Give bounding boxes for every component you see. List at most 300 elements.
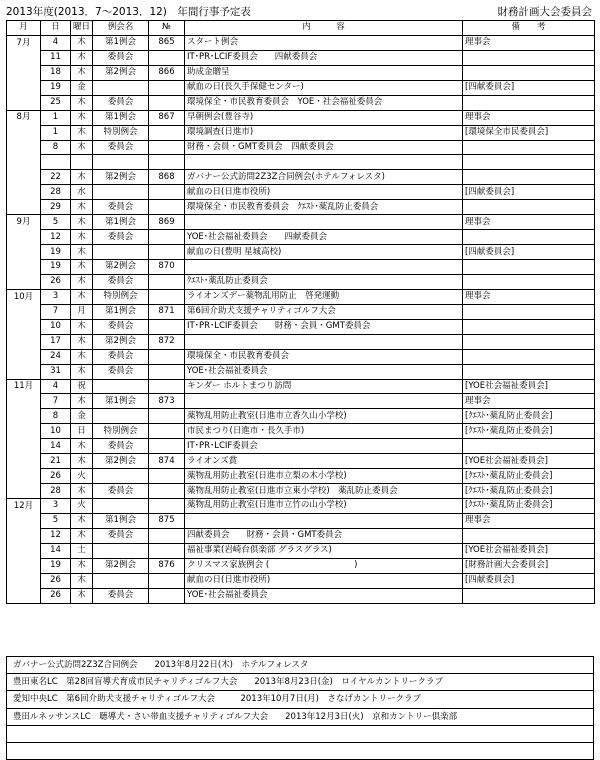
meeting-cell: 特別例会	[93, 125, 149, 140]
month-cell	[7, 65, 41, 80]
day-cell: 17	[41, 334, 71, 349]
meeting-cell: 第1例会	[93, 394, 149, 409]
meeting-cell	[93, 573, 149, 588]
remarks-cell	[463, 334, 595, 349]
content-cell	[185, 334, 463, 349]
day-cell: 4	[41, 35, 71, 50]
table-row	[7, 334, 595, 349]
month-cell	[7, 155, 41, 170]
remarks-cell: [四献委員会]	[463, 185, 595, 200]
meeting-cell	[93, 469, 149, 484]
weekday-cell: 金	[71, 409, 93, 424]
table-row	[7, 439, 595, 454]
content-cell: スタート例会	[185, 35, 463, 50]
content-cell	[185, 260, 463, 275]
table-row	[7, 513, 595, 528]
table-row	[7, 215, 595, 230]
content-cell: 薬物乱用防止教室(日進市立香久山小学校)	[185, 409, 463, 424]
content-cell: 献血の日(豊明 星城高校)	[185, 245, 463, 260]
weekday-cell: 木	[71, 573, 93, 588]
month-cell	[7, 304, 41, 319]
day-cell: 14	[41, 543, 71, 558]
table-row	[7, 543, 595, 558]
day-cell: 5	[41, 215, 71, 230]
month-cell: 7月	[7, 35, 41, 50]
weekday-cell: 祝	[71, 379, 93, 394]
number-cell: 872	[149, 334, 185, 349]
day-cell: 7	[41, 304, 71, 319]
weekday-cell: 木	[71, 588, 93, 603]
day-cell: 28	[41, 484, 71, 499]
content-cell	[185, 394, 463, 409]
number-cell: 866	[149, 65, 185, 80]
meeting-cell: 委員会	[93, 50, 149, 65]
number-cell	[149, 439, 185, 454]
remarks-cell	[463, 230, 595, 245]
remarks-cell	[463, 439, 595, 454]
content-cell: クリスマス家族例会 ( )	[185, 558, 463, 573]
meeting-cell: 委員会	[93, 588, 149, 603]
content-cell: 環境保全・市民教育委員会 YOE・社会福祉委員会	[185, 95, 463, 110]
remarks-cell	[463, 364, 595, 379]
number-cell: 869	[149, 215, 185, 230]
month-cell	[7, 558, 41, 573]
month-cell	[7, 200, 41, 215]
day-cell: 19	[41, 245, 71, 260]
content-cell	[185, 513, 463, 528]
col-header-meeting: 例会名	[93, 21, 149, 36]
weekday-cell: 木	[71, 200, 93, 215]
content-cell: 環境保全・市民教育委員会	[185, 349, 463, 364]
content-cell: IT･PR･LCIF委員会	[185, 439, 463, 454]
month-cell: 12月	[7, 499, 41, 514]
number-cell	[149, 289, 185, 304]
day-cell: 10	[41, 424, 71, 439]
month-cell	[7, 170, 41, 185]
meeting-cell: 第1例会	[93, 304, 149, 319]
remarks-cell: 理事会	[463, 215, 595, 230]
note-line: 愛知中央LC 第6回介助犬支援チャリティゴルフ大会 2013年10月7日(月) さなげカントリークラブ	[7, 691, 593, 708]
table-row	[7, 230, 595, 245]
table-row	[7, 394, 595, 409]
day-cell: 7	[41, 394, 71, 409]
meeting-cell: 委員会	[93, 230, 149, 245]
day-cell: 4	[41, 379, 71, 394]
meeting-cell: 第1例会	[93, 35, 149, 50]
remarks-cell	[463, 95, 595, 110]
month-cell	[7, 543, 41, 558]
month-cell	[7, 125, 41, 140]
month-cell	[7, 484, 41, 499]
content-cell: 四献委員会 財務・会員・GMT委員会	[185, 528, 463, 543]
weekday-cell: 木	[71, 215, 93, 230]
remarks-cell	[463, 260, 595, 275]
weekday-cell: 月	[71, 304, 93, 319]
number-cell: 871	[149, 304, 185, 319]
meeting-cell: 委員会	[93, 364, 149, 379]
day-cell	[41, 155, 71, 170]
weekday-cell: 木	[71, 95, 93, 110]
weekday-cell: 木	[71, 50, 93, 65]
day-cell: 19	[41, 260, 71, 275]
meeting-cell: 委員会	[93, 200, 149, 215]
day-cell: 26	[41, 588, 71, 603]
month-cell: 11月	[7, 379, 41, 394]
weekday-cell: 金	[71, 80, 93, 95]
meeting-cell	[93, 185, 149, 200]
schedule-table	[6, 20, 595, 604]
remarks-cell: [ｸｴｽﾄ･薬乱防止委員会]	[463, 424, 595, 439]
meeting-cell: 第2例会	[93, 260, 149, 275]
table-row	[7, 484, 595, 499]
remarks-cell	[463, 304, 595, 319]
month-cell	[7, 349, 41, 364]
meeting-cell	[93, 245, 149, 260]
number-cell	[149, 80, 185, 95]
remarks-cell: [ｸｴｽﾄ･薬乱防止委員会]	[463, 469, 595, 484]
table-row	[7, 499, 595, 514]
table-row	[7, 304, 595, 319]
table-row	[7, 274, 595, 289]
number-cell	[149, 528, 185, 543]
content-cell: ライオンズデー薬物乱用防止 啓発運動	[185, 289, 463, 304]
content-cell: 薬物乱用防止教室(日進市立東小学校) 薬乱防止委員会	[185, 484, 463, 499]
number-cell: 875	[149, 513, 185, 528]
number-cell: 873	[149, 394, 185, 409]
day-cell: 28	[41, 185, 71, 200]
number-cell	[149, 543, 185, 558]
content-cell: IT･PR･LCIF委員会 財務・会員・GMT委員会	[185, 319, 463, 334]
number-cell	[149, 484, 185, 499]
remarks-cell: [YOE社会福祉委員会]	[463, 543, 595, 558]
meeting-cell: 委員会	[93, 140, 149, 155]
table-row	[7, 469, 595, 484]
month-cell	[7, 80, 41, 95]
content-cell: 財務・会員・GMT委員会 四献委員会	[185, 140, 463, 155]
table-row	[7, 80, 595, 95]
table-row	[7, 170, 595, 185]
meeting-cell	[93, 499, 149, 514]
day-cell: 26	[41, 573, 71, 588]
meeting-cell: 第2例会	[93, 65, 149, 80]
weekday-cell: 水	[71, 185, 93, 200]
month-cell	[7, 230, 41, 245]
meeting-cell: 第2例会	[93, 454, 149, 469]
note-line	[7, 743, 593, 759]
day-cell: 31	[41, 364, 71, 379]
content-cell: ライオンズ賞	[185, 454, 463, 469]
table-row	[7, 454, 595, 469]
weekday-cell: 木	[71, 35, 93, 50]
weekday-cell: 木	[71, 289, 93, 304]
month-cell	[7, 140, 41, 155]
number-cell	[149, 379, 185, 394]
weekday-cell: 木	[71, 230, 93, 245]
day-cell: 12	[41, 528, 71, 543]
number-cell	[149, 319, 185, 334]
meeting-cell: 委員会	[93, 319, 149, 334]
remarks-cell	[463, 155, 595, 170]
meeting-cell: 第1例会	[93, 110, 149, 125]
number-cell	[149, 409, 185, 424]
table-row	[7, 95, 595, 110]
content-cell: 献血の日(日進市役所)	[185, 573, 463, 588]
table-row	[7, 379, 595, 394]
number-cell	[149, 230, 185, 245]
remarks-cell: 理事会	[463, 110, 595, 125]
meeting-cell: 特別例会	[93, 289, 149, 304]
content-cell	[185, 215, 463, 230]
meeting-cell: 委員会	[93, 95, 149, 110]
table-row	[7, 245, 595, 260]
day-cell: 24	[41, 349, 71, 364]
remarks-cell: [環境保全市民委員会]	[463, 125, 595, 140]
remarks-cell: [四献委員会]	[463, 80, 595, 95]
note-line	[7, 726, 593, 743]
month-cell	[7, 424, 41, 439]
meeting-cell: 第1例会	[93, 215, 149, 230]
table-row	[7, 35, 595, 50]
content-cell: 薬物乱用防止教室(日進市立梨の木小学校)	[185, 469, 463, 484]
remarks-cell: [ｸｴｽﾄ･薬乱防止委員会]	[463, 499, 595, 514]
content-cell: 助成金贈呈	[185, 65, 463, 80]
weekday-cell: 木	[71, 125, 93, 140]
meeting-cell: 第2例会	[93, 558, 149, 573]
remarks-cell	[463, 274, 595, 289]
table-row	[7, 65, 595, 80]
content-cell: 市民まつり(日進市・長久手市)	[185, 424, 463, 439]
month-cell	[7, 95, 41, 110]
number-cell	[149, 573, 185, 588]
day-cell: 26	[41, 469, 71, 484]
number-cell	[149, 140, 185, 155]
weekday-cell: 木	[71, 170, 93, 185]
remarks-cell: 理事会	[463, 394, 595, 409]
month-cell	[7, 528, 41, 543]
month-cell	[7, 245, 41, 260]
weekday-cell: 木	[71, 454, 93, 469]
remarks-cell	[463, 349, 595, 364]
content-cell: ガバナー公式訪問2Z3Z合同例会(ホテルフォレスタ)	[185, 170, 463, 185]
remarks-cell	[463, 200, 595, 215]
page-title: 2013年度(2013．7～2013．12) 年間行事予定表	[6, 6, 251, 18]
month-cell	[7, 469, 41, 484]
meeting-cell: 第2例会	[93, 170, 149, 185]
month-cell	[7, 409, 41, 424]
month-cell	[7, 364, 41, 379]
remarks-cell	[463, 170, 595, 185]
note-line: 豊田ルネッサンスLC 聴導犬・さい帯血支援チャリティゴルフ大会 2013年12月3日(火) 京和カントリー倶楽部	[7, 709, 593, 726]
weekday-cell: 木	[71, 274, 93, 289]
number-cell: 865	[149, 35, 185, 50]
note-line: 豊田東名LC 第28回盲導犬育成市民チャリティゴルフ大会 2013年8月23日(金) ロイヤルカントリークラブ	[7, 674, 593, 691]
content-cell: 福祉事業(岩崎台倶楽部 グラスグラス)	[185, 543, 463, 558]
table-row	[7, 319, 595, 334]
day-cell: 25	[41, 95, 71, 110]
number-cell	[149, 125, 185, 140]
month-cell	[7, 50, 41, 65]
page-header	[6, 4, 594, 18]
weekday-cell: 木	[71, 439, 93, 454]
table-row	[7, 558, 595, 573]
table-row	[7, 110, 595, 125]
meeting-cell: 委員会	[93, 349, 149, 364]
number-cell	[149, 245, 185, 260]
meeting-cell	[93, 379, 149, 394]
weekday-cell: 木	[71, 364, 93, 379]
col-header-content: 内 容	[185, 21, 463, 36]
meeting-cell: 特別例会	[93, 424, 149, 439]
weekday-cell: 日	[71, 424, 93, 439]
col-header-remarks: 備 考	[463, 21, 595, 36]
weekday-cell: 木	[71, 319, 93, 334]
number-cell: 868	[149, 170, 185, 185]
weekday-cell: 木	[71, 65, 93, 80]
meeting-cell: 委員会	[93, 439, 149, 454]
meeting-cell	[93, 543, 149, 558]
day-cell: 29	[41, 200, 71, 215]
table-row	[7, 289, 595, 304]
remarks-cell	[463, 588, 595, 603]
meeting-cell: 第2例会	[93, 334, 149, 349]
table-row	[7, 140, 595, 155]
month-cell	[7, 439, 41, 454]
remarks-cell: [YOE社会福祉委員会]	[463, 454, 595, 469]
month-cell: 10月	[7, 289, 41, 304]
number-cell	[149, 499, 185, 514]
table-row	[7, 125, 595, 140]
month-cell	[7, 513, 41, 528]
month-cell	[7, 274, 41, 289]
day-cell: 3	[41, 289, 71, 304]
weekday-cell: 木	[71, 484, 93, 499]
meeting-cell	[93, 80, 149, 95]
remarks-cell: [ｸｴｽﾄ･薬乱防止委員会]	[463, 409, 595, 424]
content-cell: 献血の日(日進市役所)	[185, 185, 463, 200]
table-row	[7, 260, 595, 275]
col-header-month: 月	[7, 21, 41, 36]
number-cell	[149, 469, 185, 484]
month-cell	[7, 185, 41, 200]
day-cell: 1	[41, 125, 71, 140]
month-cell	[7, 260, 41, 275]
col-header-weekday: 曜日	[71, 21, 93, 36]
remarks-cell: [YOE社会福祉委員会]	[463, 379, 595, 394]
day-cell: 1	[41, 110, 71, 125]
month-cell	[7, 573, 41, 588]
remarks-cell: 理事会	[463, 35, 595, 50]
remarks-cell	[463, 65, 595, 80]
weekday-cell: 木	[71, 513, 93, 528]
day-cell: 26	[41, 274, 71, 289]
number-cell: 867	[149, 110, 185, 125]
day-cell: 21	[41, 454, 71, 469]
col-header-number: №	[149, 21, 185, 36]
content-cell: YOE･社会福祉委員会	[185, 588, 463, 603]
day-cell: 10	[41, 319, 71, 334]
content-cell: 薬物乱用防止教室(日進市立竹の山小学校)	[185, 499, 463, 514]
content-cell	[185, 155, 463, 170]
content-cell: キンダー ホルトまつり訪問	[185, 379, 463, 394]
schedule-table-wrapper	[6, 20, 594, 604]
day-cell: 19	[41, 558, 71, 573]
day-cell: 19	[41, 80, 71, 95]
content-cell: ｸｴｽﾄ･薬乱防止委員会	[185, 274, 463, 289]
number-cell	[149, 424, 185, 439]
weekday-cell: 火	[71, 499, 93, 514]
number-cell: 874	[149, 454, 185, 469]
meeting-cell: 委員会	[93, 528, 149, 543]
content-cell: IT･PR･LCIF委員会 四献委員会	[185, 50, 463, 65]
meeting-cell: 委員会	[93, 274, 149, 289]
weekday-cell: 木	[71, 528, 93, 543]
meeting-cell	[93, 409, 149, 424]
weekday-cell: 火	[71, 469, 93, 484]
weekday-cell: 木	[71, 349, 93, 364]
table-row	[7, 424, 595, 439]
table-row	[7, 200, 595, 215]
weekday-cell: 木	[71, 558, 93, 573]
number-cell	[149, 50, 185, 65]
table-row	[7, 409, 595, 424]
month-cell	[7, 588, 41, 603]
content-cell: 献血の日(長久手保健センター)	[185, 80, 463, 95]
content-cell: 早朝例会(豊谷寺)	[185, 110, 463, 125]
number-cell	[149, 200, 185, 215]
meeting-cell: 第1例会	[93, 513, 149, 528]
month-cell	[7, 334, 41, 349]
day-cell: 5	[41, 513, 71, 528]
number-cell	[149, 349, 185, 364]
number-cell	[149, 274, 185, 289]
weekday-cell: 木	[71, 245, 93, 260]
content-cell: YOE･社会福祉委員会	[185, 364, 463, 379]
number-cell	[149, 155, 185, 170]
weekday-cell: 木	[71, 334, 93, 349]
table-row	[7, 364, 595, 379]
organization-name: 財務計画大会委員会	[497, 6, 592, 18]
day-cell: 8	[41, 409, 71, 424]
weekday-cell: 木	[71, 394, 93, 409]
month-cell	[7, 454, 41, 469]
day-cell: 8	[41, 140, 71, 155]
remarks-cell: 理事会	[463, 289, 595, 304]
content-cell: 環境保全・市民教育委員会 ｸｴｽﾄ･薬乱防止委員会	[185, 200, 463, 215]
remarks-cell: 理事会	[463, 513, 595, 528]
table-row	[7, 573, 595, 588]
weekday-cell: 木	[71, 140, 93, 155]
weekday-cell: 木	[71, 260, 93, 275]
table-row	[7, 155, 595, 170]
number-cell	[149, 95, 185, 110]
content-cell: 環境調査(日進市)	[185, 125, 463, 140]
content-cell: 第6回介助犬支援チャリティゴルフ大会	[185, 304, 463, 319]
table-row	[7, 349, 595, 364]
month-cell: 8月	[7, 110, 41, 125]
header-row	[7, 21, 595, 36]
weekday-cell: 土	[71, 543, 93, 558]
weekday-cell	[71, 155, 93, 170]
remarks-cell	[463, 528, 595, 543]
table-row	[7, 185, 595, 200]
meeting-cell	[93, 155, 149, 170]
day-cell: 11	[41, 50, 71, 65]
remarks-cell	[463, 319, 595, 334]
table-row	[7, 50, 595, 65]
note-line: ガバナー公式訪問2Z3Z合同例会 2013年8月22日(木) ホテルフォレスタ	[7, 657, 593, 674]
day-cell: 18	[41, 65, 71, 80]
month-cell	[7, 319, 41, 334]
